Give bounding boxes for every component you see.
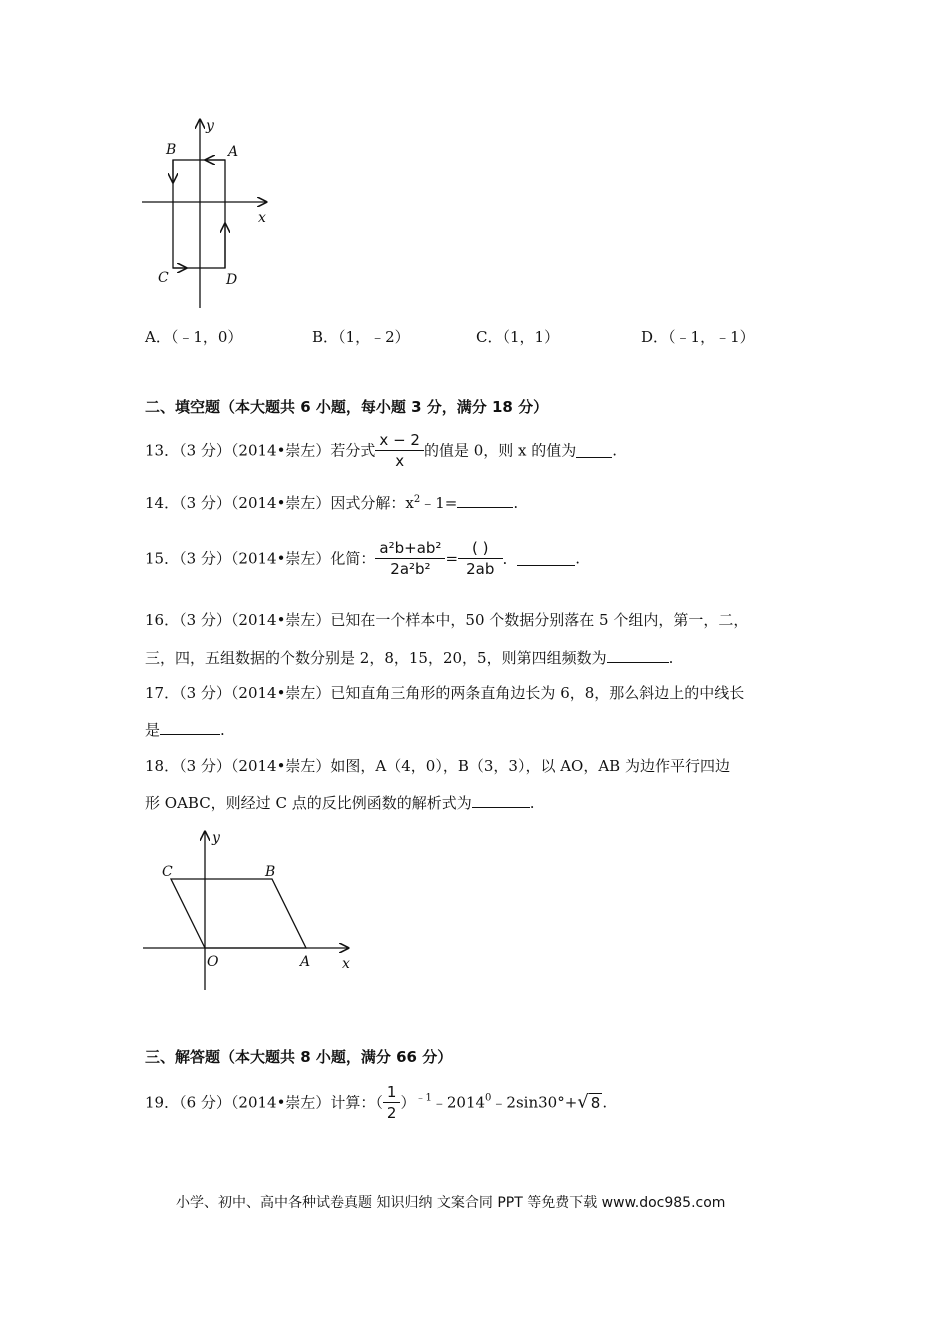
- q15-frac1-numerator: a²b+ab²: [375, 538, 445, 559]
- q15-equals: =: [445, 549, 459, 568]
- q15-frac2-numerator: ( ): [458, 538, 502, 559]
- q19-fraction: [383, 1082, 401, 1123]
- q15-frac1-denominator: 2a²b²: [390, 560, 431, 578]
- rectangle-abcd: [173, 160, 225, 268]
- question-16-line-2: [145, 648, 673, 668]
- q16-end: .: [668, 649, 674, 667]
- option-b: B．（1，﹣2）: [312, 328, 410, 346]
- q13-suffix: 的值是 0，则 x 的值为: [423, 441, 577, 460]
- q14-answer-blank[interactable]: [457, 493, 513, 508]
- q13-answer-blank[interactable]: [576, 443, 612, 458]
- q19-exponent-1: ﹣1: [415, 1092, 432, 1104]
- option-d: D．（﹣1，﹣1）: [641, 328, 755, 346]
- q17-end: .: [220, 721, 225, 739]
- label-a-2: A: [300, 954, 311, 970]
- q19-prefix: 19．（6 分）（2014•崇左）计算：（: [145, 1093, 383, 1112]
- question-14: [145, 490, 518, 513]
- q13-numerator: x − 2: [375, 430, 424, 451]
- question-18-line-1: 18．（3 分）（2014•崇左）如图，A（4，0），B（3，3），以 AO，AB 为边作平行四边: [145, 757, 730, 775]
- q13-fraction: [375, 430, 424, 471]
- q19-end: .: [602, 1093, 608, 1112]
- q19-denominator: 2: [386, 1104, 397, 1122]
- q18-line2-text: 形 OABC，则经过 C 点的反比例函数的解析式为: [145, 794, 472, 812]
- label-d: D: [226, 272, 238, 288]
- q19-exponent-2: 0: [485, 1092, 492, 1104]
- q14-exponent: 2: [413, 494, 421, 505]
- q13-prefix: 13．（3 分）（2014•崇左）若分式: [145, 441, 376, 460]
- q15-period: .: [502, 549, 508, 568]
- question-17-line-1: 17．（3 分）（2014•崇左）已知直角三角形的两条直角边长为 6，8，那么斜边上的中线长: [145, 684, 745, 702]
- label-o: O: [207, 954, 219, 970]
- q15-fraction-1: [375, 538, 445, 579]
- label-a: A: [228, 144, 239, 160]
- label-b-2: B: [265, 864, 276, 880]
- q19-mid-2: ﹣2sin30°+: [491, 1093, 578, 1112]
- q15-frac2-denominator: 2ab: [466, 560, 495, 578]
- section-3-title: 三、解答题（本大题共 8 小题，满分 66 分）: [145, 1048, 453, 1066]
- q18-answer-blank[interactable]: [472, 793, 530, 808]
- q13-denominator: x: [395, 452, 405, 470]
- q14-prefix: 14．（3 分）（2014•崇左）因式分解：x: [145, 494, 414, 512]
- question-15: [145, 538, 580, 579]
- label-b: B: [166, 142, 177, 158]
- q17-answer-blank[interactable]: [160, 720, 220, 735]
- q14-end: .: [513, 494, 519, 512]
- question-17-line-2: [145, 720, 225, 740]
- q15-fraction-2: [458, 538, 502, 579]
- parallelogram-oabc: [171, 879, 306, 948]
- q15-end: .: [575, 549, 581, 568]
- q19-radicand: 8: [590, 1093, 601, 1112]
- sqrt-symbol: √: [577, 1091, 589, 1113]
- q13-end: .: [612, 441, 618, 460]
- question-18-line-2: [145, 793, 534, 813]
- figure-parallelogram: [140, 826, 360, 996]
- question-19: [145, 1082, 607, 1123]
- q14-suffix: ﹣1=: [420, 494, 458, 512]
- question-16-line-1: 16．（3 分）（2014•崇左）已知在一个样本中，50 个数据分别落在 5 个组内，第一，二，: [145, 611, 749, 629]
- q19-mid-1: ﹣2014: [431, 1093, 486, 1112]
- label-y-2: y: [212, 830, 220, 846]
- question-13: [145, 430, 617, 471]
- q16-answer-blank[interactable]: [607, 648, 669, 663]
- option-a: A．（﹣1，0）: [145, 328, 243, 346]
- q15-prefix: 15．（3 分）（2014•崇左）化简：: [145, 549, 376, 568]
- q16-line2-text: 三，四，五组数据的个数分别是 2，8，15，20，5，则第四组频数为: [145, 649, 607, 667]
- label-c: C: [158, 270, 169, 286]
- q17-line2-text: 是: [145, 721, 161, 739]
- label-y: y: [206, 118, 214, 134]
- label-c-2: C: [162, 864, 173, 880]
- q19-close-paren: ）: [400, 1093, 416, 1112]
- q15-answer-blank[interactable]: [517, 551, 575, 566]
- footer-download-note: 小学、初中、高中各种试卷真题 知识归纳 文案合同 PPT 等免费下载 www.doc985.com: [176, 1195, 726, 1211]
- q19-numerator: 1: [383, 1082, 401, 1103]
- section-2-title: 二、填空题（本大题共 6 小题，每小题 3 分，满分 18 分）: [145, 398, 549, 416]
- figure-rectangle-path: [140, 112, 280, 312]
- option-c: C．（1，1）: [476, 328, 560, 346]
- q18-end: .: [529, 794, 535, 812]
- label-x: x: [258, 210, 266, 226]
- label-x-2: x: [342, 956, 350, 972]
